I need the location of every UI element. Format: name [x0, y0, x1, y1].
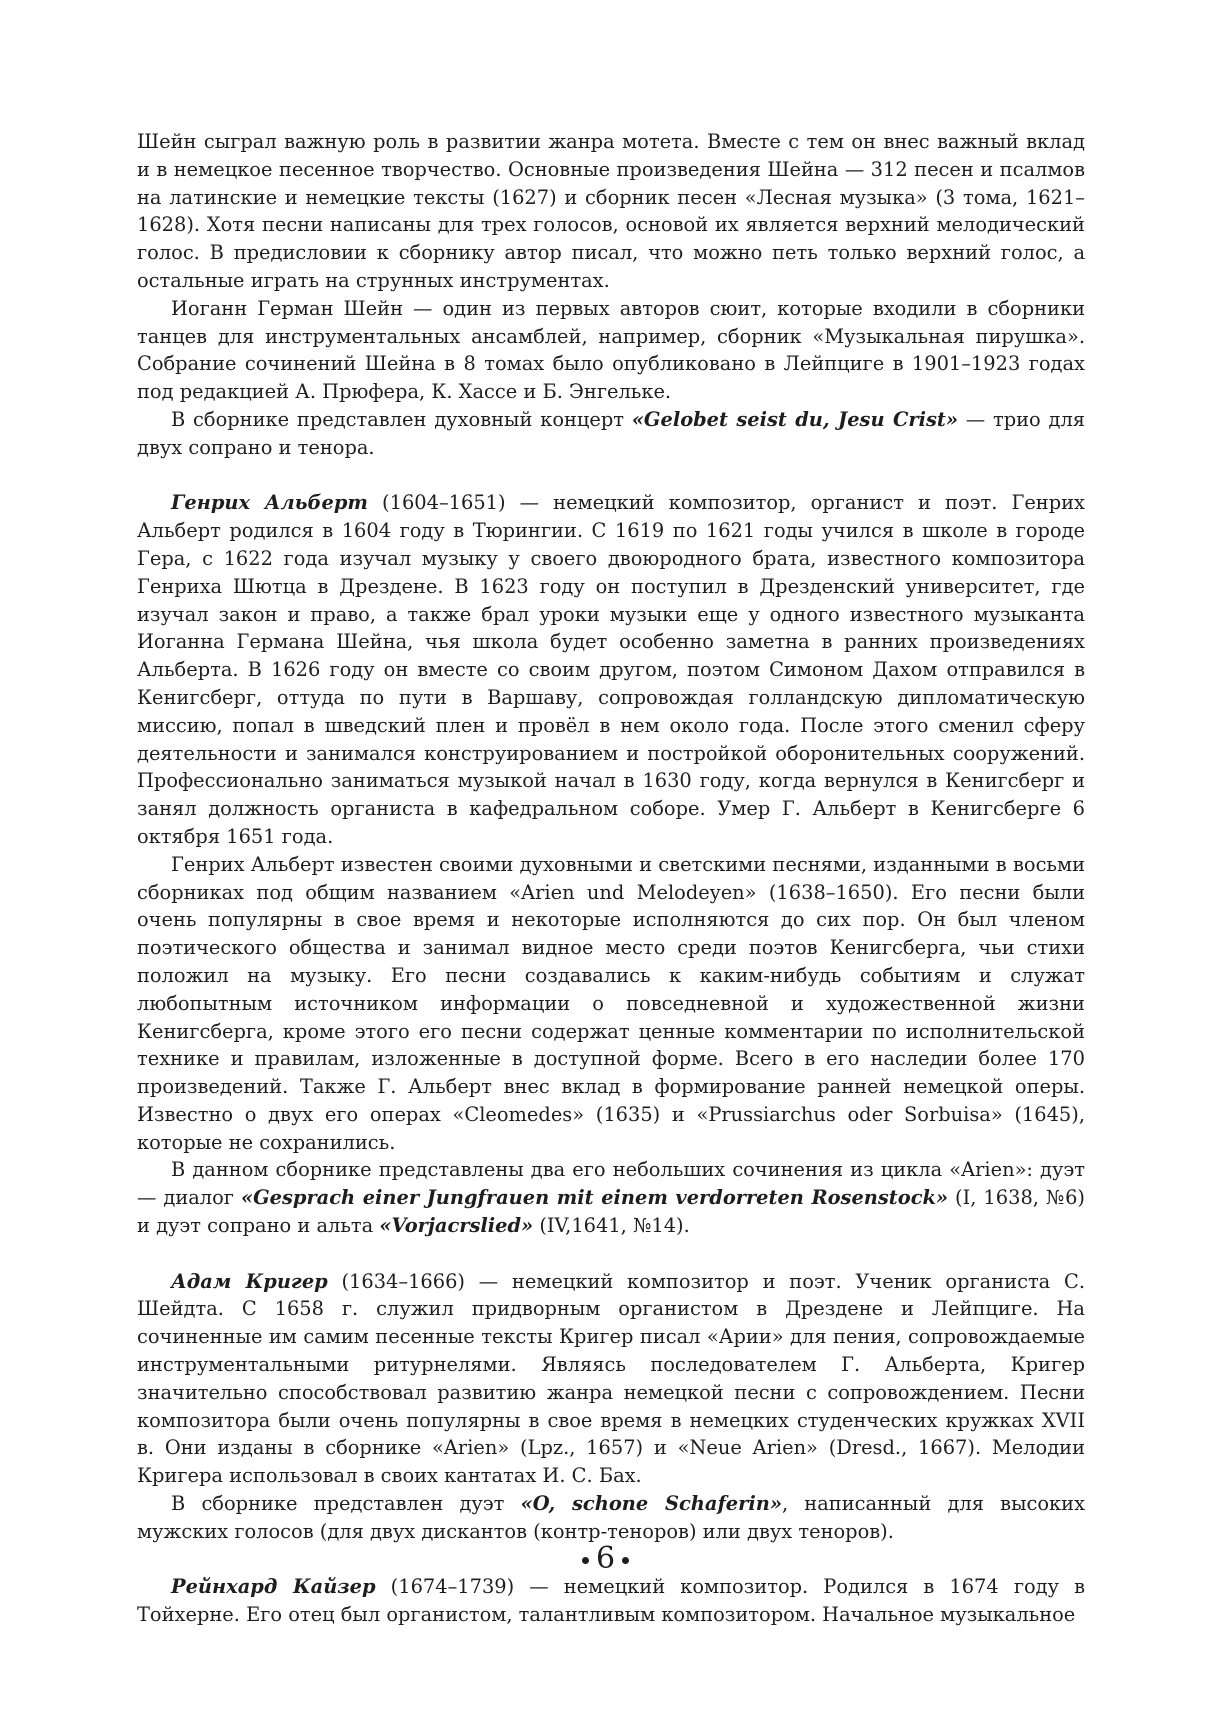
bullet-right-icon [622, 1557, 629, 1564]
work-title: «Vorjacrslied» [379, 1214, 534, 1238]
composer-name: Адам Кригер [171, 1269, 328, 1293]
text: (I, 1638, №6) и дуэт сопрано и альта [137, 1186, 1086, 1238]
paragraph-albert-bio [137, 489, 1085, 850]
work-title: «O, schone Schaferin» [520, 1492, 782, 1516]
composer-name: Генрих Альберт [171, 491, 368, 515]
text: В сборнике представлен дуэт [171, 1492, 521, 1516]
paragraph-krieger-bio [137, 1268, 1085, 1490]
text: В данном сборнике представлены два его небольших сочинения из цикла «Arien»: дуэт — диалог [137, 1158, 1085, 1210]
text: — трио для двух сопрано и тенора. [137, 407, 1085, 459]
work-title: «Gesprach einer Jungfrauen mit einem verdorreten Rosenstock» [240, 1186, 949, 1210]
text: (IV,1641, №14). [533, 1214, 690, 1238]
text: , написанный для высоких мужских голосов (для двух дискантов (контр-теноров) или двух теноров). [137, 1492, 1086, 1543]
paragraph-krieger-collection [137, 1490, 1085, 1546]
text: (1674–1739) — немецкий композитор. Родился в 1674 году в Тойхерне. Его отец был органистом, талантливым композитором. Начальное музыкальное [137, 1575, 1086, 1627]
bullet-left-icon [582, 1557, 589, 1564]
paragraph-keiser-bio [137, 1573, 1085, 1629]
text: В сборнике представлен духовный концерт [171, 407, 632, 431]
paragraph-albert-collection [137, 1156, 1085, 1239]
composer-name: Рейнхард Кайзер [171, 1575, 376, 1599]
paragraph-schein-suites: Иоганн Герман Шейн — один из первых авторов сюит, которые входили в сборники танцев для инструментальных ансамблей, например, сборник «Музыкальная пирушка». Собрание сочинений Шейна в 8 томах было опубликовано в Лейпциге в 1901–1923 годах под редакцией А. Прюфера, К. Хассе и Б. Энгельке. [137, 296, 1085, 404]
work-title: «Gelobet seist du, Jesu Crist» [631, 407, 958, 431]
document-body [137, 128, 1085, 1629]
text: (1604–1651) — немецкий композитор, органист и поэт. Генрих Альберт родился в 1604 году в Тюрингии. С 1619 по 1621 годы учился в школе в городе Гера, с 1622 года изучал музыку у своего двоюродного брата, известного композитора Генриха Шютца в Дрездене. В 1623 году он поступил в Дрезденский университет, где изучал закон и право, а также брал уроки музыки еще у одного известного музыканта Иоганна Германа Шейна, чья школа будет особенно заметна в ранних произведениях Альберта. В 1626 году он вместе со своим другом, поэтом Симоном Дахом отправился в Кенигсберг, оттуда по пути в Варшаву, сопровождая голландскую дипломатическую миссию, попал в шведский плен и провёл в нем около года. После этого сменил сферу деятельности и занимался конструированием и постройкой оборонительных сооружений. Профессионально заниматься музыкой начал в 1630 году, когда вернулся в Кенигсберг и занял должность органиста в кафедральном соборе. Умер Г. Альберт в Кенигсберге 6 октября 1651 года. [137, 491, 1085, 848]
paragraph-albert-songs: Генрих Альберт известен своими духовными и светскими песнями, изданными в восьми сборниках под общим названием «Arien und Melodeyen» (1638–1650). Его песни были очень популярны в свое время и некоторые исполняются до сих пор. Он был членом поэтического общества и занимал видное место среди поэтов Кенигсберга, чьи стихи положил на музыку. Его песни создавались к каким-нибудь событиям и служат любопытным источником информации о повседневной и художественной жизни Кенигсберга, кроме этого его песни содержат ценные комментарии по исполнительской технике и правилам, изложенные в доступной форме. Всего в его наследии более 170 произведений. Также Г. Альберт внес вклад в формирование ранней немецкой оперы. Известно о двух его операх «Cleomedes» (1635) и «Prussiarchus oder Sorbuisa» (1645), которые не сохранились. [137, 852, 1085, 1154]
text: (1634–1666) — немецкий композитор и поэт. Ученик органиста С. Шейдта. С 1658 г. служил придворным органистом в Дрездене и Лейпциге. На сочиненные им самим песенные тексты Кригер писал «Арии» для пения, сопровождаемые инструментальными ритурнелями. Являясь последователем Г. Альберта, Кригер значительно способствовал развитию жанра немецкой песни с сопровождением. Песни композитора были очень популярны в свое время в немецких студенческих кружках XVII в. Они изданы в сборнике «Arien» (Lpz., 1657) и «Neue Arien» (Dresd., 1667). Мелодии Кригера использовал в своих кантатах И. С. Бах. [137, 1269, 1085, 1488]
page-number-value: 6 [595, 1541, 616, 1576]
paragraph-schein-songs: Шейн сыграл важную роль в развитии жанра мотета. Вместе с тем он внес важный вклад и в немецкое песенное творчество. Основные произведения Шейна — 312 песен и псалмов на латинские и немецкие тексты (1627) и сборник песен «Лесная музыка» (3 тома, 1621–1628). Хотя песни написаны для трех голосов, основой их является верхний мелодический голос. В предисловии к сборнику автор писал, что можно петь только верхний голос, а остальные играть на струнных инструментах. [137, 130, 1085, 292]
page-number [0, 1541, 1211, 1576]
paragraph-schein-collection [137, 406, 1085, 462]
